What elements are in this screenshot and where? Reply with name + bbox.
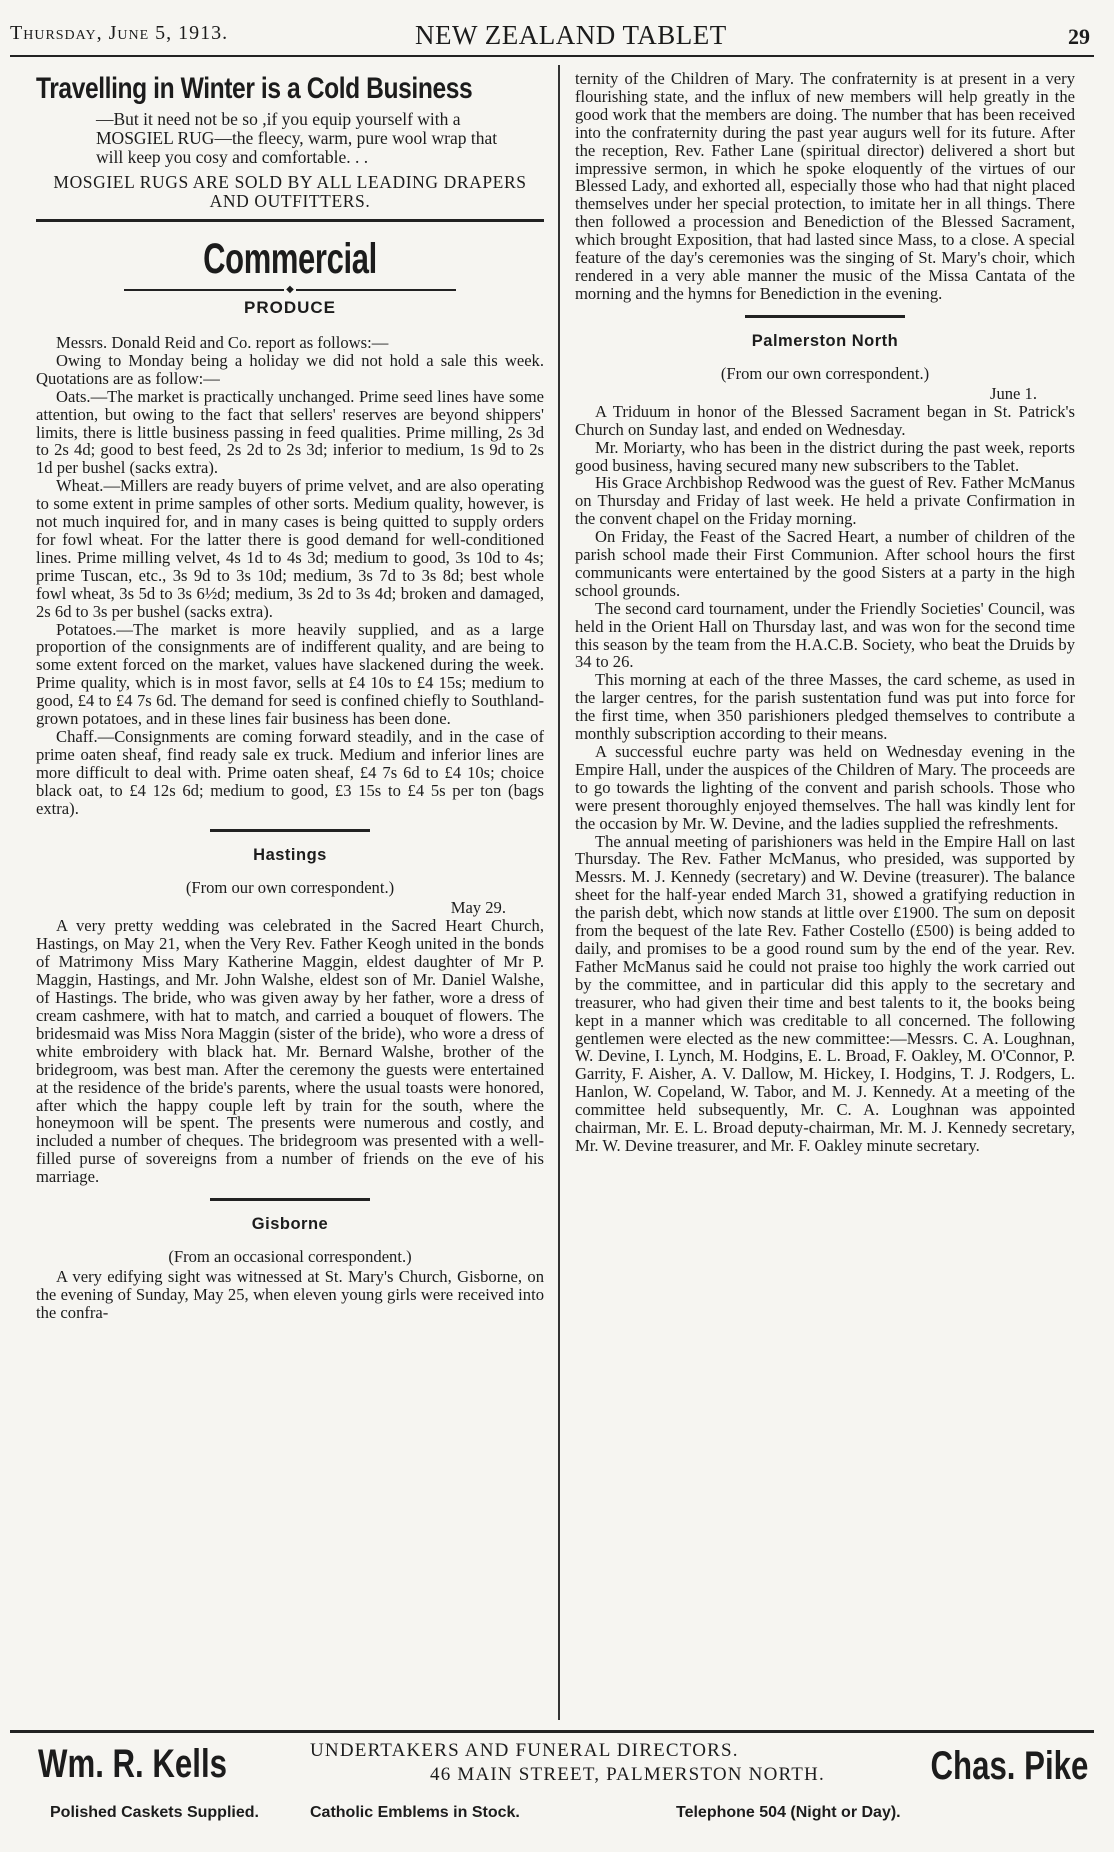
gisborne-correspondent: (From an occasional correspondent.): [168, 1247, 412, 1267]
undertakers-advert: [10, 1738, 1094, 1838]
commercial-paragraph: Messrs. Donald Reid and Co. report as follows:—: [56, 333, 389, 352]
gisborne-heading: Gisborne: [251, 1215, 329, 1234]
palmerston-paragraph: A Triduum in honor of the Blessed Sacrament began in St. Patrick's Church on Sunday last, and ended on Wednesday.: [575, 401, 1075, 439]
gisborne-paragraph: A very edifying sight was witnessed at St. Mary's Church, Gisborne, on the evening of Sunday, May 25, when eleven young girls were received into the confra-: [36, 1267, 544, 1322]
palmerston-paragraph: The annual meeting of parishioners was held in the Empire Hall on last Thursday. The Rev. Father McManus, who presided, was supported by Messrs. M. J. Kennedy (secretary) and W. Devine (treasurer). The balance sheet for the half-year ended March 31, showed a gratifying reduction in the parish debt, which now stands at little over £1900. The sum on deposit from the bequest of the late Rev. Father Costello (£500) is being added to daily, and promises to be a good round sum by the end of the year. Rev. Father McManus said he could not praise too highly the work carried out by the committee, and in particular did this apply to the secretary and treasurer, who had given their time and best talents to it, the books being kept in a manner which was creditable to all concerned. The following gentlemen were elected as the new committee:—Messrs. C. A. Loughnan, W. Devine, I. Lynch, M. Hodgins, E. L. Broad, F. Oakley, M. O'Connor, P. Garrity, F. Aisher, A. V. Dallow, M. Hickey, I. Hodgins, T. J. Rodgers, L. Hanlon, W. Copeland, W. Tabor, and M. J. Kennedy. At a meeting of the committee held subsequently, Mr. C. A. Loughnan was appointed chairman, Mr. E. L. Broad deputy-chairman, Mr. M. J. Kennedy secretary, Mr. W. Devine treasurer, and Mr. F. Oakley minute secretary.: [575, 831, 1075, 1155]
palmerston-dateline: June 1.: [989, 383, 1037, 403]
advertiser-name-left: Wm. R. Kells: [38, 1742, 227, 1786]
palmerston-paragraph: On Friday, the Feast of the Sacred Heart, a number of children of the parish school made their First Communion. After school hours the first communicants were entertained by the good Sisters at a party in the high school grounds.: [575, 527, 1075, 600]
section-rule: [36, 219, 544, 222]
palmerston-paragraph: Mr. Moriarty, who has been in the district during the past week, reports good business, having secured many new subscribers to the Tablet.: [575, 437, 1075, 475]
gisborne-continued: ternity of the Children of Mary. The confraternity is at present in a very flourishing state, and the influx of new members will help greatly in the good work that the members are doing. The number that has been received into the confraternity during the past year augurs well for its future. After the reception, Rev. Father Lane (spiritual director) delivered a short but impressive sermon, in which he spoke eloquently of the virtues of our Blessed Lady, and exhorted all, especially those who had that night placed themselves under her special protection, to imitate her in all things. There then followed a procession and Benediction of the Blessed Sacrament, which brought Exposition, that had lasted since Mass, to a close. A special feature of the day's ceremonies was the singing of St. Mary's choir, which rendered in a very able manner the music of the Missa Cantata of the morning and the hymns for Benediction in the evening.: [575, 69, 1075, 303]
masthead: [10, 20, 1090, 50]
palmerston-paragraph: This morning at each of the three Masses, the card scheme, as used in the larger centres, for the parish sustentation fund was put into force for the first time, when 350 parishioners pledged themselves to contribute a monthly subscription according to their means.: [575, 670, 1075, 744]
palmerston-heading: Palmerston North: [751, 331, 899, 350]
masthead-rule: [10, 55, 1094, 57]
footer-rule: [10, 1730, 1094, 1733]
commercial-paragraph: Owing to Monday being a holiday we did not hold a sale this week. Quotations are as follow:—: [36, 350, 544, 388]
palmerston-correspondent: (From our own correspondent.): [720, 363, 930, 383]
commercial-heading: Commercial: [203, 235, 377, 283]
heading-ornament: ◆: [36, 284, 544, 296]
hastings-heading: Hastings: [253, 846, 327, 865]
advert-telephone-line: Telephone 504 (Night or Day).: [676, 1804, 901, 1821]
palmerston-paragraph: The second card tournament, under the Friendly Societies' Council, was held in the Orient Hall on Thursday last, and was won for the second time this season by the team from the H.A.C.B. Society, who beat the Druids by 34 to 26.: [575, 598, 1075, 672]
right-column: [575, 70, 1075, 1155]
advert-address-line: 46 MAIN STREET, PALMERSTON NORTH.: [430, 1764, 825, 1785]
issue-date: Thursday, June 5, 1913.: [10, 22, 229, 44]
left-column: [36, 70, 544, 1322]
advertiser-name-right: Chas. Pike: [930, 1744, 1088, 1788]
hastings-paragraph: A very pretty wedding was celebrated in the Sacred Heart Church, Hastings, on May 21, when the Very Rev. Father Keogh united in the bonds of Matrimony Miss Mary Katherine Maggin, eldest daughter of Mr P. Maggin, Hastings, and Mr. John Walshe, eldest son of Mr. Daniel Walshe, of Hastings. The bride, who was given away by her father, wore a dress of cream cashmere, with hat to match, and carried a bouquet of flowers. The bridesmaid was Miss Nora Maggin (sister of the bride), who wore a dress of white embroidery with black hat. Mr. Bernard Walshe, brother of the bridegroom, was best man. After the ceremony the guests were entertained at the residence of the bride's parents, where the usual toasts were honored, after which the happy couple left by train for the south, where the honeymoon will be spent. The presents were numerous and costly, and included a number of cheques. The bridegroom was presented with a well-filled purse of sovereigns from a number of friends on the eve of his marriage.: [36, 916, 544, 1187]
newspaper-title: NEW ZEALAND TABLET: [415, 20, 727, 50]
hastings-dateline: May 29.: [450, 898, 506, 918]
section-rule: [210, 1198, 370, 1201]
page-number: 29: [1068, 24, 1090, 49]
commercial-paragraph: Wheat.—Millers are ready buyers of prime velvet, and are also operating to some extent in prime samples of other sorts. Medium quality, however, is not much inquired for, and in many cases is being quitted to supply orders for fowl wheat. For the latter there is good demand for well-conditioned lines. Prime milling velvet, 4s 1d to 4s 3d; medium to good, 3s 10d to 4s; prime Tuscan, etc., 3s 9d to 3s 10d; medium, 3s 7d to 3s 8d; best whole fowl wheat, 3s 5d to 3s 6½d; medium, 3s 2d to 3s 4d; broken and damaged, 2s 6d to 3s per bushel (sacks extra).: [36, 476, 544, 621]
section-rule: [745, 315, 905, 318]
advert-caps: MOSGIEL RUGS ARE SOLD BY ALL LEADING DRAPERS AND OUTFITTERS.: [53, 172, 527, 211]
produce-heading: PRODUCE: [243, 298, 336, 317]
advert-body: —But it need not be so ,if you equip yourself with a MOSGIEL RUG—the fleecy, warm, pure wool wrap that will keep you cosy and comfortable. . .: [96, 109, 498, 167]
advert-headline: Travelling in Winter is a Cold Business: [36, 72, 473, 105]
commercial-paragraph: Chaff.—Consignments are coming forward steadily, and in the case of prime oaten sheaf, find ready sale ex truck. Medium and inferior lines are more difficult to deal with. Prime oaten sheaf, £4 7s 6d to £4 10s; choice black oat, to £4 12s 6d; medium to good, £3 15s to £4 5s per ton (bags extra).: [36, 726, 544, 818]
column-divider: [558, 65, 560, 1720]
advert-caskets-line: Polished Caskets Supplied.: [50, 1804, 259, 1821]
section-rule: [210, 829, 370, 832]
palmerston-paragraph: His Grace Archbishop Redwood was the guest of Rev. Father McManus on Thursday and Friday of last week. He held a private Confirmation in the convent chapel on the Friday morning.: [575, 473, 1075, 529]
hastings-correspondent: (From our own correspondent.): [185, 878, 395, 898]
commercial-paragraph: Oats.—The market is practically unchanged. Prime seed lines have some attention, but owing to the fact that sellers' reserves are beyond shippers' limits, there is little business passing in feed qualities. Prime milling, 2s 3d to 2s 4d; good to best feed, 2s 2d to 2s 3d; inferior to medium, 1s 9d to 2s 1d per bushel (sacks extra).: [36, 386, 544, 478]
advert-business-line: UNDERTAKERS AND FUNERAL DIRECTORS.: [310, 1740, 739, 1761]
commercial-paragraph: Potatoes.—The market is more heavily supplied, and as a large proportion of the consignments are of indifferent quality, and are being to some extent forced on the market, values have slackened during the week. Prime quality, which is in most favor, sells at £4 10s to £4 15s; medium to good, £4 to £4 7s 6d. The demand for seed is confined chiefly to Southland-grown potatoes, and in these lines fair business has been done.: [36, 619, 544, 729]
advert-emblems-line: Catholic Emblems in Stock.: [310, 1804, 520, 1821]
mosgiel-advert: [36, 72, 544, 211]
palmerston-paragraph: A successful euchre party was held on Wednesday evening in the Empire Hall, under the auspices of the Children of Mary. The proceeds are to go towards the lighting of the convent and parish schools. Those who were present thoroughly enjoyed themselves. The hall was kindly lent for the occasion by Mr. W. Devine, and the ladies supplied the refreshments.: [575, 742, 1075, 833]
